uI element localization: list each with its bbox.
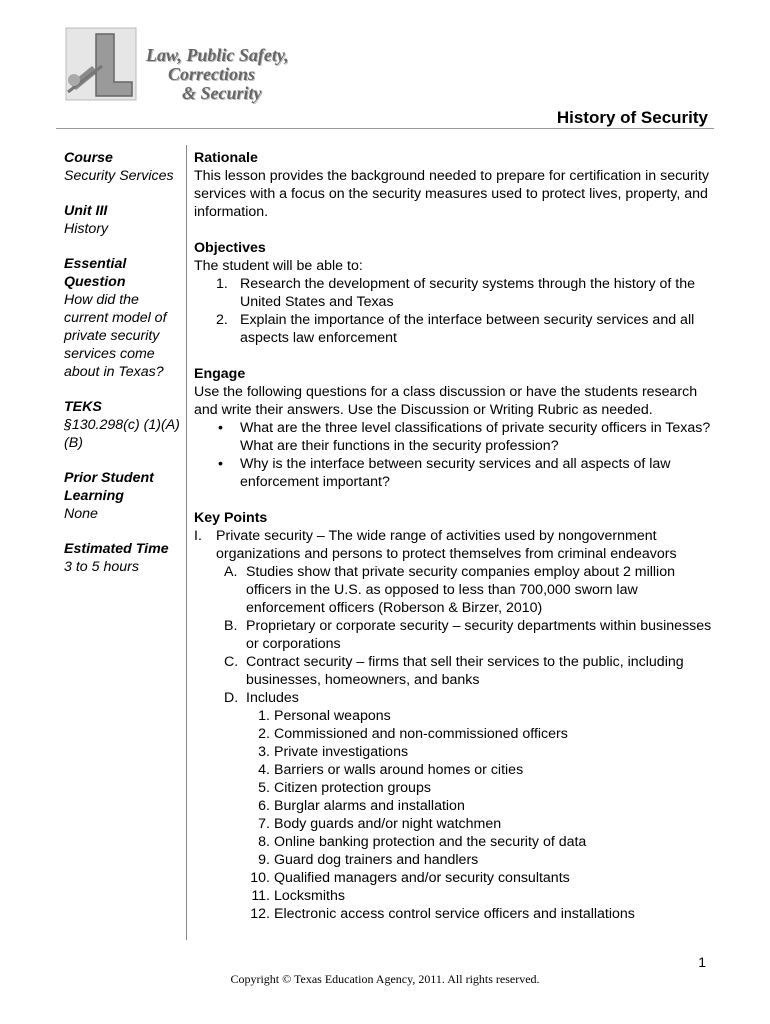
list-item (194, 275, 714, 311)
list-marker: 5. (258, 780, 270, 796)
logo-line-1: Law, Public Safety, (146, 45, 289, 65)
list-text: Commissioned and non-commissioned officers (274, 726, 568, 742)
list-marker: 6. (258, 798, 270, 814)
list-text: Body guards and/or night watchmen (274, 816, 502, 832)
list-item (194, 311, 714, 347)
list-marker: I. (194, 528, 202, 544)
bullet-marker: • (218, 420, 223, 436)
list-text: Online banking protection and the security of data (274, 834, 587, 850)
section-heading: Rationale (194, 150, 258, 166)
section-heading: Key Points (194, 510, 268, 526)
list-item (194, 797, 714, 815)
sidebar-course (64, 149, 182, 185)
sidebar-label: Course (64, 150, 113, 166)
sidebar-estimated-time (64, 540, 182, 576)
sidebar-essential-question (64, 255, 182, 381)
list-marker: C. (224, 654, 239, 670)
list-text: What are the three level classifications of private security officers in Texas? What are their functions in the security profession? (240, 420, 711, 454)
list-text: Citizen protection groups (274, 780, 431, 796)
list-marker: 10. (250, 870, 270, 886)
list-text: Private investigations (274, 744, 409, 760)
list-text: Explain the importance of the interface between security services and all aspects law enforcement (240, 312, 695, 346)
list-text: Locksmiths (274, 888, 345, 904)
list-item (194, 833, 714, 851)
list-text: Electronic access control service officers and installations (274, 906, 635, 922)
sidebar-value: How did the current model of private security services come about in Texas? (64, 292, 167, 380)
engage-questions (194, 419, 714, 491)
list-marker: 2. (216, 312, 228, 328)
list-text: Studies show that private security companies employ about 2 million officers in the U.S. as opposed to less than 700,000 sworn law enforcement officers (Roberson & Birzer, 2010) (246, 564, 675, 616)
sidebar-prior-learning (64, 469, 182, 523)
section-heading: Objectives (194, 240, 266, 256)
list-item (194, 779, 714, 797)
bullet-marker: • (218, 456, 223, 472)
list-text: Guard dog trainers and handlers (274, 852, 479, 868)
engage-intro: Use the following questions for a class discussion or have the students research and write their answers. Use the Discussion or Writing Rubric as needed. (194, 384, 698, 418)
list-marker: 2. (258, 726, 270, 742)
sidebar-value: §130.298(c) (1)(A)(B) (64, 417, 180, 451)
list-item (194, 761, 714, 779)
section-heading: Engage (194, 366, 246, 382)
objectives-section (194, 239, 714, 347)
sidebar-teks (64, 398, 182, 452)
list-item (194, 455, 714, 491)
list-item (194, 419, 714, 455)
list-marker: A. (224, 564, 238, 580)
rationale-text: This lesson provides the background needed to prepare for certification in security services with a focus on the security measures used to protect lives, property, and information. (194, 168, 709, 220)
list-marker: 11. (251, 888, 270, 904)
copyright-footer: Copyright © Texas Education Agency, 2011. All rights reserved. (230, 972, 540, 986)
objectives-intro: The student will be able to: (194, 258, 363, 274)
logo-line-3: & Security (182, 83, 262, 103)
list-item (194, 815, 714, 833)
lesson-sidebar (64, 149, 182, 593)
key-point-1 (194, 527, 714, 563)
list-item (194, 725, 714, 743)
list-marker: B. (224, 618, 238, 634)
list-text: Private security – The wide range of activities used by nongovernment organizations and persons to protect themselves from criminal endeavors (216, 528, 677, 562)
list-marker: 7. (258, 816, 270, 832)
page-title: History of Security (556, 108, 708, 127)
sidebar-unit (64, 202, 182, 238)
title-divider (56, 128, 714, 129)
list-item (194, 905, 714, 923)
sidebar-value: 3 to 5 hours (64, 559, 139, 575)
list-marker: D. (224, 690, 239, 706)
list-marker: 8. (258, 834, 270, 850)
list-marker: 4. (258, 762, 270, 778)
program-logo (62, 26, 289, 104)
engage-section (194, 365, 714, 491)
list-item (194, 689, 714, 707)
key-points-section (194, 509, 714, 923)
objectives-list (194, 275, 714, 347)
list-marker: 1. (216, 276, 228, 292)
sidebar-value: None (64, 506, 98, 522)
sidebar-label: TEKS (64, 399, 102, 415)
list-item (194, 851, 714, 869)
list-item (194, 653, 714, 689)
includes-list (194, 707, 714, 923)
list-item (194, 563, 714, 617)
list-item (194, 743, 714, 761)
list-text: Qualified managers and/or security consultants (274, 870, 570, 886)
list-marker: 1. (258, 708, 270, 724)
list-item (194, 707, 714, 725)
list-marker: 3. (258, 744, 270, 760)
lesson-content (194, 149, 714, 923)
rationale-section (194, 149, 714, 221)
list-text: Includes (246, 690, 299, 706)
page-number: 1 (698, 954, 706, 970)
list-item (194, 617, 714, 653)
key-point-subitems (194, 563, 714, 707)
sidebar-label: Essential Question (64, 256, 127, 290)
list-text: Proprietary or corporate security – security departments within businesses or corporations (246, 618, 712, 652)
logo-line-2: Corrections (168, 64, 256, 84)
list-text: Contract security – firms that sell their services to the public, including businesses, homeowners, and banks (246, 654, 684, 688)
sidebar-value: History (64, 221, 109, 237)
list-text: Personal weapons (274, 708, 391, 724)
logo-text (146, 46, 306, 103)
list-item (194, 869, 714, 887)
sidebar-value: Security Services (64, 168, 174, 184)
sidebar-label: Prior Student Learning (64, 470, 154, 504)
list-text: Barriers or walls around homes or cities (274, 762, 524, 778)
list-text: Research the development of security systems through the history of the United States and Texas (240, 276, 696, 310)
list-text: Why is the interface between security services and all aspects of law enforcement important? (240, 456, 671, 490)
sidebar-label: Estimated Time (64, 541, 169, 557)
list-marker: 12. (250, 906, 270, 922)
list-text: Burglar alarms and installation (274, 798, 465, 814)
column-divider (186, 145, 187, 940)
sidebar-label: Unit III (64, 203, 108, 219)
list-marker: 9. (258, 852, 270, 868)
list-item (194, 887, 714, 905)
